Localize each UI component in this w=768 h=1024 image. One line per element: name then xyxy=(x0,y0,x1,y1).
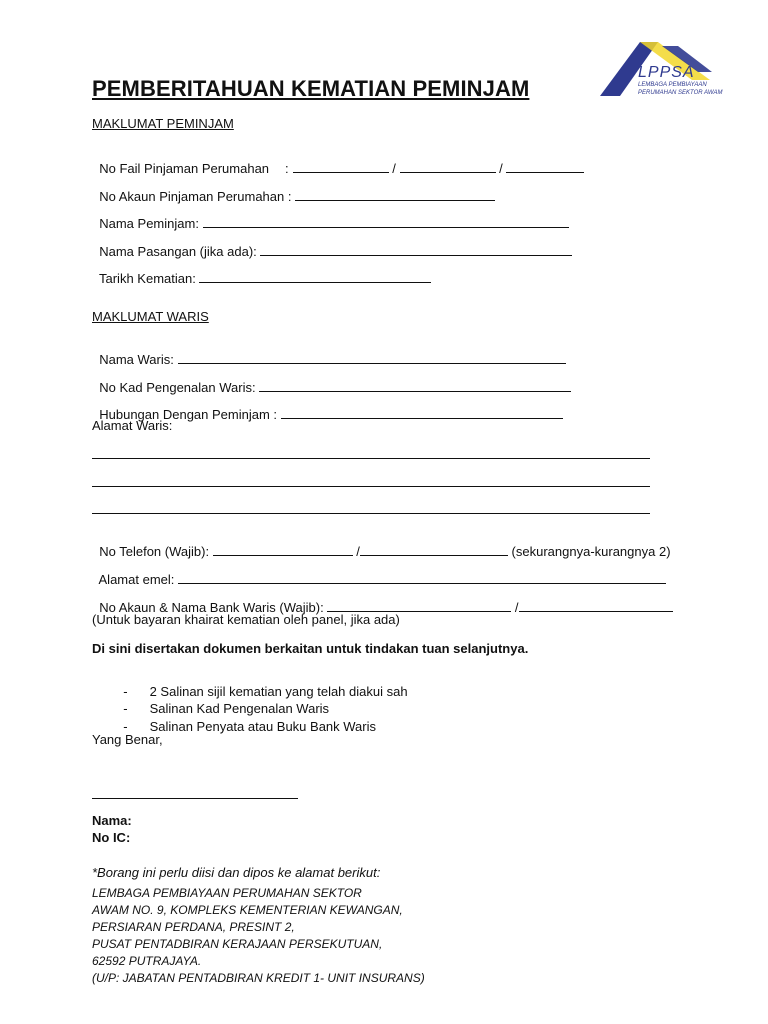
row-bank: No Akaun & Nama Bank Waris (Wajib): / xyxy=(92,584,673,615)
signature-ic-label: No IC: xyxy=(92,830,131,845)
bullet-dash: - xyxy=(123,701,128,716)
bank-account-field[interactable] xyxy=(327,599,511,612)
lppsa-logo xyxy=(600,36,732,100)
alamat-waris-line-1[interactable] xyxy=(92,458,650,459)
kad-pengenalan-label: No Kad Pengenalan Waris: xyxy=(99,380,256,395)
alamat-waris-label: Alamat Waris: xyxy=(92,418,173,433)
row-no-fail: No Fail Pinjaman Perumahan : / / xyxy=(92,145,584,176)
tarikh-kematian-field[interactable] xyxy=(199,270,431,283)
logo-subtitle-2: PERUMAHAN SEKTOR AWAM xyxy=(638,90,723,96)
address-line-2: AWAM NO. 9, KOMPLEKS KEMENTERIAN KEWANGAN, xyxy=(92,903,403,917)
bullet-dash: - xyxy=(123,684,128,699)
tarikh-kematian-label: Tarikh Kematian: xyxy=(99,271,196,286)
bayaran-note: (Untuk bayaran khairat kematian oleh panel, jika ada) xyxy=(92,612,400,627)
section-heading-peminjam: MAKLUMAT PEMINJAM xyxy=(92,116,234,131)
no-fail-label: No Fail Pinjaman Perumahan xyxy=(99,161,270,176)
row-nama-waris xyxy=(92,336,566,367)
no-akaun-label: No Akaun Pinjaman Perumahan : xyxy=(99,189,292,204)
no-fail-field-3[interactable] xyxy=(506,160,584,173)
address-line-4: PUSAT PENTADBIRAN KERAJAAN PERSEKUTUAN, xyxy=(92,937,383,951)
alamat-waris-line-3[interactable] xyxy=(92,513,650,514)
row-emel xyxy=(92,556,666,587)
signature-nama-label: Nama: xyxy=(92,813,132,828)
section-heading-waris: MAKLUMAT WARIS xyxy=(92,309,209,324)
logo-wordmark: LPPSA xyxy=(638,64,695,81)
dokumen-item-3-text: Salinan Penyata atau Buku Bank Waris xyxy=(149,719,377,734)
page-title: PEMBERITAHUAN KEMATIAN PEMINJAM xyxy=(92,76,530,101)
telefon-field-1[interactable] xyxy=(213,543,353,556)
address-line-1: LEMBAGA PEMBIAYAAN PERUMAHAN SEKTOR xyxy=(92,886,362,900)
telefon-label: No Telefon (Wajib): xyxy=(99,544,210,559)
no-fail-field-2[interactable] xyxy=(400,160,496,173)
emel-field[interactable] xyxy=(178,571,666,584)
row-nama-peminjam xyxy=(92,200,569,231)
nama-waris-label: Nama Waris: xyxy=(99,352,174,367)
hubungan-field[interactable] xyxy=(281,406,563,419)
closing-text: Yang Benar, xyxy=(92,732,163,747)
no-fail-field-1[interactable] xyxy=(293,160,389,173)
bank-label: No Akaun & Nama Bank Waris (Wajib): xyxy=(99,600,324,615)
address-line-5: 62592 PUTRAJAYA. xyxy=(92,954,202,968)
address-line-6: (U/P: JABATAN PENTADBIRAN KREDIT 1- UNIT INSURANS) xyxy=(92,971,425,985)
footer-note: *Borang ini perlu diisi dan dipos ke alamat berikut: xyxy=(92,865,381,880)
row-tarikh-kematian xyxy=(92,255,431,286)
emel-label: Alamat emel: xyxy=(98,572,175,587)
hubungan-label: Hubungan Dengan Peminjam : xyxy=(99,407,278,422)
logo-subtitle-1: LEMBAGA PEMBIAYAAN xyxy=(638,82,707,88)
telefon-note: (sekurangnya-kurangnya 2) xyxy=(511,544,671,559)
nama-waris-field[interactable] xyxy=(178,351,566,364)
telefon-field-2[interactable] xyxy=(360,543,508,556)
alamat-waris-line-2[interactable] xyxy=(92,486,650,487)
dokumen-item-1-text: 2 Salinan sijil kematian yang telah diakui sah xyxy=(149,684,408,699)
dokumen-item-3 xyxy=(116,704,376,734)
address-line-3: PERSIARAN PERDANA, PRESINT 2, xyxy=(92,920,295,934)
nama-peminjam-label: Nama Peminjam: xyxy=(99,216,199,231)
nama-peminjam-field[interactable] xyxy=(203,215,569,228)
row-telefon: No Telefon (Wajib): / (sekurangnya-kurangnya 2) xyxy=(99,544,671,559)
bank-name-field[interactable] xyxy=(519,599,673,612)
nama-pasangan-label: Nama Pasangan (jika ada): xyxy=(99,244,257,259)
dokumen-intro: Di sini disertakan dokumen berkaitan untuk tindakan tuan selanjutnya. xyxy=(92,641,529,656)
signature-line[interactable] xyxy=(92,798,298,799)
dokumen-item-2-text: Salinan Kad Pengenalan Waris xyxy=(149,701,330,716)
bullet-dash: - xyxy=(123,719,128,734)
